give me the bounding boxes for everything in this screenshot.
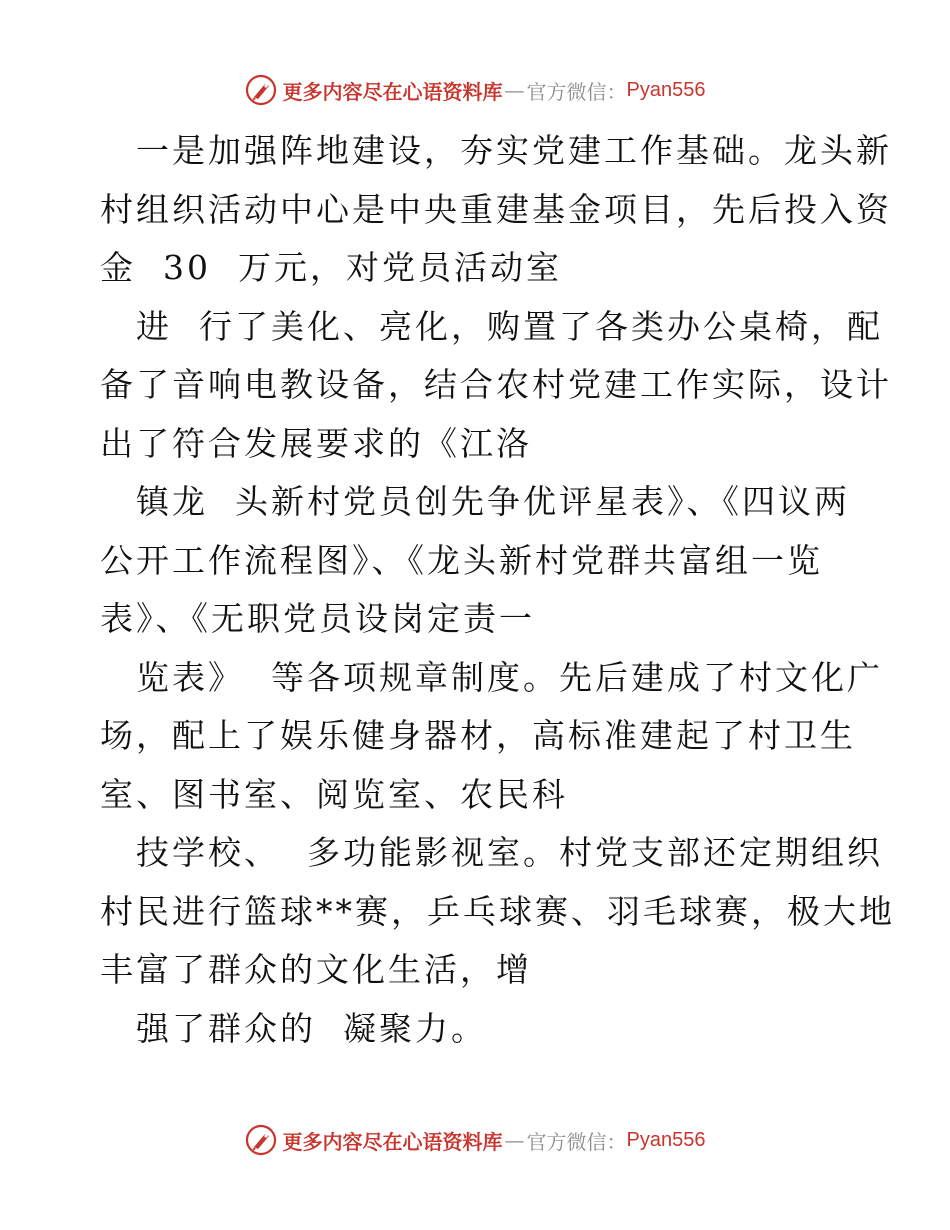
paragraph-line: 表》、《无职党员设岗定责一 (100, 599, 535, 638)
paragraph-line: 丰富了群众的文化生活，增 (100, 950, 532, 989)
paragraph-line: 镇龙 头新村党员创先争优评星表》、《四议两 (136, 482, 850, 521)
paragraph-line: 出了符合发展要求的《江洛 (100, 423, 532, 463)
paragraph-line: 室、图书室、阅览室、农民科 (100, 774, 568, 814)
paragraph-line: 强了群众的 凝聚力。 (136, 1008, 487, 1048)
paragraph-line: 技学校、 多功能影视室。村党支部还定期组织 (136, 833, 883, 872)
paragraph-line: 一是加强阵地建设，夯实党建工作基础。龙头新 (136, 131, 892, 170)
document-body (100, 122, 895, 1058)
paragraph-line: 村组织活动中心是中央重建基金项目，先后投入资 (100, 189, 892, 229)
paragraph-line: 备了音响电教设备，结合农村党建工作实际，设计 (100, 365, 892, 404)
paragraph-line: 金 30 万元，对党员活动室 (100, 248, 562, 287)
pen-nib-logo-icon (245, 1124, 277, 1156)
banner-wechat-label: 官方微信： (526, 79, 627, 104)
paragraph-line: 进 行了美化、亮化，购置了各类办公桌椅，配 (136, 306, 883, 346)
banner-dash: — (504, 1128, 525, 1152)
banner-site-text: 更多内容尽在心语资料库 (282, 1129, 503, 1154)
pen-nib-logo-icon (245, 74, 277, 106)
paragraph-line: 公开工作流程图》、《龙头新村党群共富组一览 (100, 540, 823, 580)
paragraph-line: 村民进行篮球**赛，乒乓球赛、羽毛球赛，极大地 (100, 891, 895, 931)
paragraph-line: 场，配上了娱乐健身器材，高标准建起了村卫生 (100, 716, 856, 755)
footer-watermark (0, 1120, 950, 1160)
banner-wechat-id: Pyan556 (626, 78, 706, 101)
banner-wechat-label: 官方微信： (526, 1129, 627, 1154)
banner-wechat-id: Pyan556 (626, 1128, 706, 1151)
banner-dash: — (504, 78, 525, 102)
paragraph-line: 览表》 等各项规章制度。先后建成了村文化广 (136, 657, 883, 697)
banner-site-text: 更多内容尽在心语资料库 (282, 79, 503, 104)
header-watermark (0, 70, 950, 110)
